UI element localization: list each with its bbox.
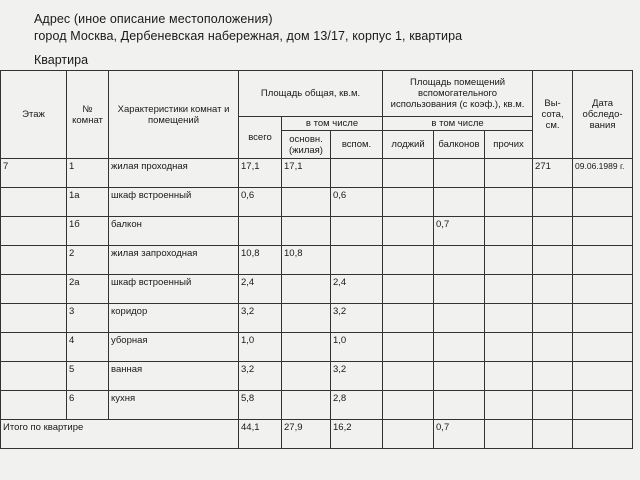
cell-floor — [1, 275, 67, 304]
cell-other — [485, 275, 533, 304]
col-other: прочих — [485, 131, 533, 159]
cell-loggia — [383, 159, 434, 188]
cell-height — [533, 188, 573, 217]
cell-date — [573, 362, 633, 391]
cell-room: 2а — [67, 275, 109, 304]
cell-loggia — [383, 275, 434, 304]
cell-main — [282, 188, 331, 217]
cell-aux: 2,4 — [331, 275, 383, 304]
cell-height — [533, 275, 573, 304]
cell-total: 10,8 — [239, 246, 282, 275]
cell-aux — [331, 246, 383, 275]
cell-total: 3,2 — [239, 362, 282, 391]
cell-main — [282, 304, 331, 333]
address-label: Адрес (иное описание местоположения) — [34, 12, 273, 26]
col-aux-incl: в том числе — [383, 117, 533, 131]
table-row — [1, 159, 633, 188]
cell-main — [282, 391, 331, 420]
cell-room: 3 — [67, 304, 109, 333]
cell-desc: коридор — [109, 304, 239, 333]
table-row — [1, 362, 633, 391]
cell-height — [533, 362, 573, 391]
cell-desc: шкаф встроенный — [109, 275, 239, 304]
cell-height — [533, 246, 573, 275]
table-row — [1, 391, 633, 420]
cell-floor: 7 — [1, 159, 67, 188]
cell-room: 2 — [67, 246, 109, 275]
cell-desc: балкон — [109, 217, 239, 246]
cell-room: 4 — [67, 333, 109, 362]
cell-main — [282, 333, 331, 362]
totals-loggia — [383, 420, 434, 449]
cell-date — [573, 217, 633, 246]
cell-total: 2,4 — [239, 275, 282, 304]
cell-balcony — [434, 391, 485, 420]
totals-total: 44,1 — [239, 420, 282, 449]
totals-main: 27,9 — [282, 420, 331, 449]
cell-height — [533, 391, 573, 420]
address-value: город Москва, Дербеневская набережная, дом 13/17, корпус 1, квартира — [34, 29, 463, 43]
cell-desc: жилая запроходная — [109, 246, 239, 275]
cell-other — [485, 188, 533, 217]
table-row — [1, 275, 633, 304]
cell-total: 1,0 — [239, 333, 282, 362]
cell-loggia — [383, 362, 434, 391]
cell-balcony — [434, 304, 485, 333]
cell-aux: 3,2 — [331, 304, 383, 333]
cell-floor — [1, 246, 67, 275]
col-main-living: основн. (жилая) — [282, 131, 331, 159]
col-total-area: Площадь общая, кв.м. — [239, 71, 383, 117]
cell-date: 09.06.1989 г. — [573, 159, 633, 188]
cell-floor — [1, 188, 67, 217]
totals-aux: 16,2 — [331, 420, 383, 449]
col-incl: в том числе — [282, 117, 383, 131]
col-auxiliary: вспом. — [331, 131, 383, 159]
cell-other — [485, 362, 533, 391]
cell-floor — [1, 304, 67, 333]
apartment-table — [0, 70, 633, 449]
table-row — [1, 217, 633, 246]
cell-other — [485, 304, 533, 333]
cell-floor — [1, 362, 67, 391]
cell-desc: шкаф встроенный — [109, 188, 239, 217]
cell-room: 1б — [67, 217, 109, 246]
cell-floor — [1, 217, 67, 246]
cell-date — [573, 275, 633, 304]
col-survey-date: Дата обследо-вания — [573, 71, 633, 159]
cell-date — [573, 391, 633, 420]
table-row — [1, 246, 633, 275]
cell-date — [573, 188, 633, 217]
cell-height — [533, 333, 573, 362]
cell-aux: 2,8 — [331, 391, 383, 420]
col-height: Вы-сота, см. — [533, 71, 573, 159]
cell-other — [485, 391, 533, 420]
cell-date — [573, 304, 633, 333]
cell-main — [282, 217, 331, 246]
cell-balcony: 0,7 — [434, 217, 485, 246]
cell-loggia — [383, 246, 434, 275]
cell-total: 5,8 — [239, 391, 282, 420]
cell-date — [573, 246, 633, 275]
cell-date — [573, 333, 633, 362]
cell-main — [282, 362, 331, 391]
cell-total: 3,2 — [239, 304, 282, 333]
cell-loggia — [383, 188, 434, 217]
col-balcony: балконов — [434, 131, 485, 159]
totals-height — [533, 420, 573, 449]
cell-desc: ванная — [109, 362, 239, 391]
cell-total: 17,1 — [239, 159, 282, 188]
cell-aux: 0,6 — [331, 188, 383, 217]
cell-balcony — [434, 188, 485, 217]
cell-total: 0,6 — [239, 188, 282, 217]
col-loggia: лоджий — [383, 131, 434, 159]
cell-main — [282, 275, 331, 304]
cell-desc: уборная — [109, 333, 239, 362]
cell-height — [533, 304, 573, 333]
cell-desc: жилая проходная — [109, 159, 239, 188]
cell-loggia — [383, 391, 434, 420]
cell-height — [533, 217, 573, 246]
cell-other — [485, 246, 533, 275]
col-description: Характеристики комнат и помещений — [109, 71, 239, 159]
cell-balcony — [434, 246, 485, 275]
cell-floor — [1, 391, 67, 420]
cell-desc: кухня — [109, 391, 239, 420]
col-floor: Этаж — [1, 71, 67, 159]
cell-balcony — [434, 333, 485, 362]
cell-aux — [331, 217, 383, 246]
cell-other — [485, 217, 533, 246]
cell-room: 6 — [67, 391, 109, 420]
cell-aux: 1,0 — [331, 333, 383, 362]
cell-height: 271 — [533, 159, 573, 188]
cell-balcony — [434, 159, 485, 188]
cell-main: 17,1 — [282, 159, 331, 188]
cell-room: 5 — [67, 362, 109, 391]
cell-loggia — [383, 333, 434, 362]
section-title: Квартира — [34, 53, 89, 67]
cell-other — [485, 159, 533, 188]
table-row — [1, 188, 633, 217]
col-room-no: № комнат — [67, 71, 109, 159]
totals-balcony: 0,7 — [434, 420, 485, 449]
totals-date — [573, 420, 633, 449]
col-aux-area: Площадь помещений вспомогательного использования (с коэф.), кв.м. — [383, 71, 533, 117]
cell-main: 10,8 — [282, 246, 331, 275]
cell-loggia — [383, 217, 434, 246]
cell-other — [485, 333, 533, 362]
cell-floor — [1, 333, 67, 362]
totals-other — [485, 420, 533, 449]
cell-total — [239, 217, 282, 246]
table-row — [1, 333, 633, 362]
cell-aux: 3,2 — [331, 362, 383, 391]
cell-aux — [331, 159, 383, 188]
cell-balcony — [434, 362, 485, 391]
table-row — [1, 304, 633, 333]
cell-room: 1а — [67, 188, 109, 217]
col-total-all: всего — [239, 117, 282, 159]
cell-balcony — [434, 275, 485, 304]
cell-room: 1 — [67, 159, 109, 188]
cell-loggia — [383, 304, 434, 333]
totals-label: Итого по квартире — [1, 420, 239, 449]
totals-row — [1, 420, 633, 449]
